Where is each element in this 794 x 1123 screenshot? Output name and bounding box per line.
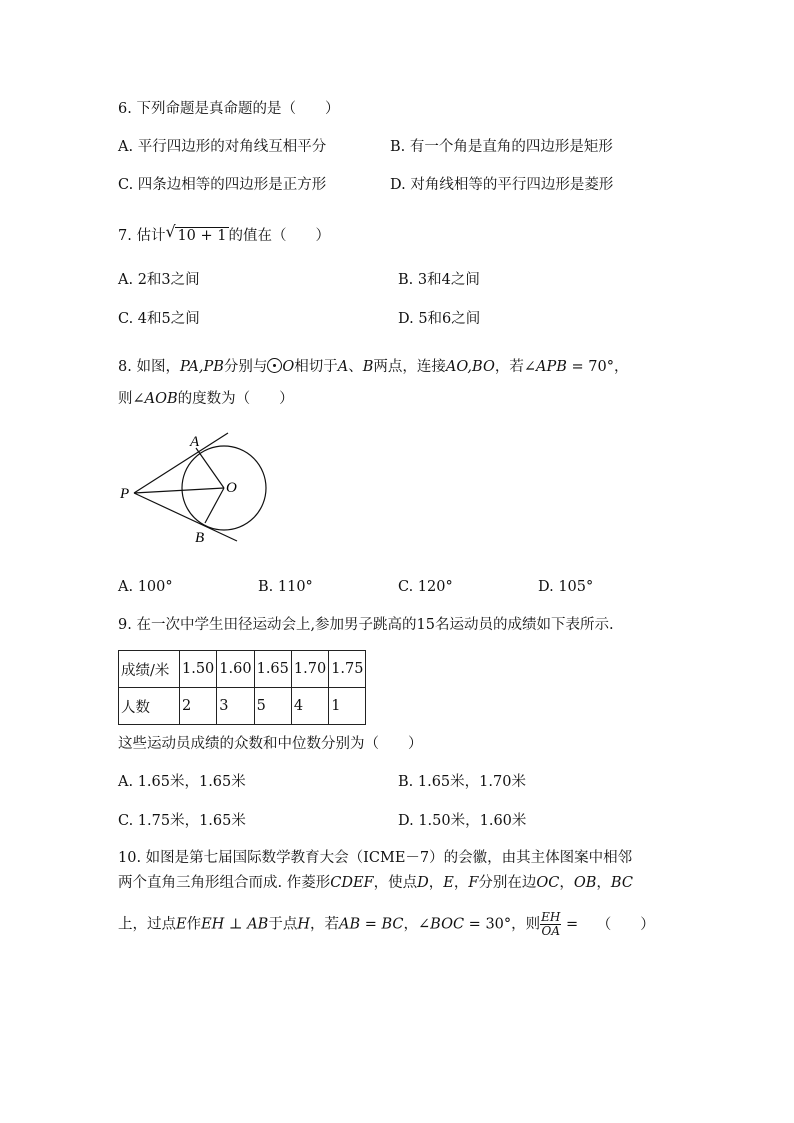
tangent-circle-figure — [110, 425, 280, 550]
q8-option-b: B. 110° — [258, 579, 313, 595]
q10-line1: 10. 如图是第七届国际数学教育大会（ICME－7）的会徽，由其主体图案中相邻 — [118, 850, 633, 866]
q9-option-b: B. 1.65米，1.70米 — [398, 774, 526, 790]
q10-text: 作 — [186, 916, 202, 933]
q10-point-h: H — [297, 916, 310, 933]
q8-prefix: 8. 如图， — [118, 359, 180, 375]
q6-option-d: D. 对角线相等的平行四边形是菱形 — [390, 177, 614, 193]
table-cell: 3 — [217, 688, 254, 725]
q8-text: 的度数为（ ） — [177, 391, 294, 407]
table-header-label: 成绩/米 — [119, 651, 180, 688]
table-cell: 1.70 — [291, 651, 328, 688]
table-cell: 1.75 — [329, 651, 366, 688]
q10-text: ，∠ — [403, 916, 431, 933]
q10-text: 于点 — [268, 916, 298, 933]
score-table — [118, 650, 366, 725]
table-cell: 1.65 — [254, 651, 291, 688]
q10-perp-symbol: ⊥ — [224, 916, 248, 933]
q10-line2 — [118, 873, 633, 893]
q8-stem-line1 — [118, 357, 628, 377]
q10-text: ， — [453, 875, 469, 891]
q7-plus-one: + 1 — [195, 228, 227, 244]
tangent-line-pa — [134, 433, 228, 493]
q8-circle-label: O — [282, 359, 295, 375]
q9-stem: 9. 在一次中学生田径运动会上,参加男子跳高的15名运动员的成绩如下表所示. — [118, 617, 614, 633]
table-cell: 1.60 — [217, 651, 254, 688]
q10-angle-boc: BOC — [430, 916, 465, 933]
table-cell: 4 — [291, 688, 328, 725]
radical-sign-icon: √ — [165, 222, 176, 241]
tangent-line-pb — [134, 493, 237, 541]
table-row-counts — [119, 688, 366, 725]
q7-option-c: C. 4和5之间 — [118, 311, 200, 327]
q8-text: 相切于 — [294, 359, 338, 375]
q10-text: 两个直角三角形组合而成. 作菱形 — [118, 875, 331, 891]
q9-option-a: A. 1.65米，1.65米 — [118, 774, 246, 790]
circle-dot-icon — [267, 358, 282, 373]
q10-segment-ab: AB — [247, 916, 269, 933]
q10-edge-ob: OB — [573, 875, 597, 891]
segment-bo — [205, 488, 224, 523]
q7-option-d: D. 5和6之间 — [398, 311, 481, 327]
table-cell: 2 — [180, 688, 217, 725]
q8-ao-bo: AO,BO — [445, 359, 495, 375]
q10-edge-bc: BC — [610, 875, 633, 891]
fraction-eh-oa — [540, 911, 561, 938]
q10-equals: = — [561, 916, 583, 933]
q10-point-e: E — [176, 916, 187, 933]
q9-option-d: D. 1.50米，1.60米 — [398, 813, 527, 829]
q10-segment-eh: EH — [201, 916, 225, 933]
q8-text: 则∠ — [118, 391, 145, 407]
q10-answer-paren: （ ） — [596, 916, 655, 933]
q6-option-c: C. 四条边相等的四边形是正方形 — [118, 177, 327, 193]
q10-text: ， — [428, 875, 444, 891]
fraction-numerator: EH — [541, 910, 561, 924]
q10-text: ， — [596, 875, 611, 891]
q8-text: ，若∠ — [494, 359, 536, 375]
table-count-label: 人数 — [119, 688, 180, 725]
q8-text: 分别与 — [223, 359, 268, 375]
q10-point-d: D — [417, 875, 429, 891]
q7-option-b: B. 3和4之间 — [398, 272, 480, 288]
q8-option-a: A. 100° — [118, 579, 173, 595]
q8-point-a: A — [337, 359, 349, 375]
label-p: P — [120, 486, 130, 502]
q10-text: 上，过点 — [118, 916, 176, 933]
q10-line3 — [118, 911, 655, 938]
label-o: O — [226, 480, 237, 496]
label-a: A — [190, 434, 200, 450]
q10-text: 分别在边 — [478, 875, 537, 891]
q7-option-a: A. 2和3之间 — [118, 272, 200, 288]
sqrt-expression — [165, 222, 228, 246]
q8-point-b: B — [362, 359, 374, 375]
q8-text: 、 — [348, 359, 363, 375]
q9-option-c: C. 1.75米，1.65米 — [118, 813, 246, 829]
q8-angle-aob: AOB — [144, 391, 178, 407]
q10-point-e: E — [443, 875, 454, 891]
table-row-scores — [119, 651, 366, 688]
q6-option-a: A. 平行四边形的对角线互相平分 — [118, 139, 327, 155]
table-cell: 5 — [254, 688, 291, 725]
q6-stem: 6. 下列命题是真命题的是（ ） — [118, 101, 340, 117]
q8-option-d: D. 105° — [538, 579, 594, 595]
q6-option-b: B. 有一个角是直角的四边形是矩形 — [390, 139, 613, 155]
q10-point-f: F — [468, 875, 479, 891]
q8-option-c: C. 120° — [398, 579, 453, 595]
q10-edge-oc: OC — [536, 875, 560, 891]
q7-radicand: 10 — [177, 228, 196, 244]
q7-prefix: 7. 估计 — [118, 228, 166, 244]
q8-angle-value: = 70°， — [566, 359, 629, 375]
table-cell: 1 — [329, 688, 366, 725]
table-cell: 1.50 — [180, 651, 217, 688]
q10-text: ， — [559, 875, 574, 891]
segment-po — [134, 488, 224, 493]
q10-rhombus: CDEF — [330, 875, 374, 891]
q10-condition: AB = BC — [338, 916, 404, 933]
label-b: B — [195, 530, 205, 546]
q7-suffix: 的值在（ ） — [228, 228, 330, 244]
q9-question: 这些运动员成绩的众数和中位数分别为（ ） — [118, 736, 423, 752]
q8-text: 两点，连接 — [373, 359, 446, 375]
q8-stem-line2 — [118, 389, 294, 409]
fraction-denominator: OA — [541, 924, 561, 938]
segment-ao — [196, 448, 224, 488]
q10-angle-value: = 30°，则 — [464, 916, 541, 933]
q7-stem — [118, 222, 330, 246]
q10-text: ，若 — [309, 916, 339, 933]
q8-pa-pb: PA,PB — [179, 359, 224, 375]
q10-text: ，使点 — [373, 875, 418, 891]
q8-angle-apb: APB — [536, 359, 567, 375]
